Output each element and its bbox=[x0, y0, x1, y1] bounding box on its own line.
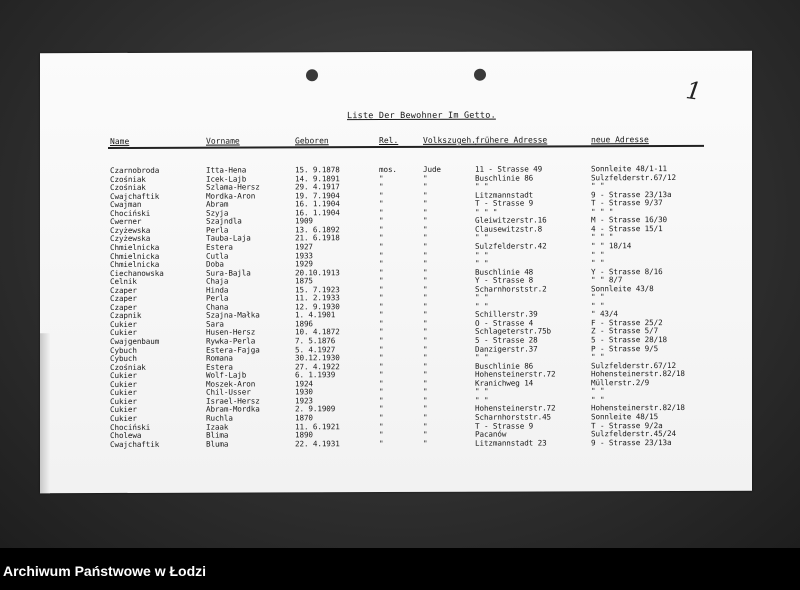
cell-new-address: " " bbox=[591, 352, 605, 362]
cell-born: 16. 1.1904 bbox=[295, 199, 340, 209]
cell-nationality: " bbox=[423, 284, 428, 294]
cell-new-address: F - Strasse 25/2 bbox=[591, 317, 663, 328]
cell-name: Chociński bbox=[110, 422, 151, 432]
cell-first-name: Abram-Mordka bbox=[206, 404, 260, 415]
cell-name: Czapnik bbox=[110, 311, 142, 321]
cell-religion: " bbox=[379, 336, 384, 346]
cell-old-address: Buschlinie 48 bbox=[475, 267, 534, 277]
cell-first-name: Estera bbox=[206, 242, 233, 252]
cell-nationality: " bbox=[423, 387, 428, 397]
cell-first-name: Perla bbox=[206, 225, 229, 235]
cell-religion: " bbox=[379, 224, 384, 234]
cell-old-address: 5 - Strasse 28 bbox=[475, 335, 538, 345]
cell-name: Cukier bbox=[110, 319, 137, 329]
cell-old-address: " " bbox=[475, 258, 489, 268]
cell-born: 30.12.1930 bbox=[295, 353, 340, 363]
cell-first-name: Szajna-Małka bbox=[206, 310, 260, 321]
cell-name: Cukier bbox=[110, 371, 137, 381]
cell-name: Chmielnicka bbox=[110, 259, 160, 270]
cell-name: Chmielnicka bbox=[110, 251, 160, 261]
cell-nationality: " bbox=[423, 344, 428, 354]
cell-new-address: Sulzfelderstr.45/24 bbox=[591, 429, 676, 439]
cell-first-name: Sara bbox=[206, 319, 224, 329]
cell-old-address: 11 - Strasse 49 bbox=[475, 164, 543, 174]
cell-religion: " bbox=[379, 241, 384, 251]
cell-new-address: T - Strasse 9/37 bbox=[591, 198, 663, 208]
cell-born: 1875 bbox=[295, 276, 313, 286]
cell-born: 5. 4.1927 bbox=[295, 344, 336, 354]
archive-name: Archiwum Państwowe w Łodzi bbox=[3, 563, 207, 579]
cell-first-name: Szlama-Hersz bbox=[206, 182, 260, 192]
cell-new-address: " " bbox=[591, 386, 605, 396]
cell-born: 1930 bbox=[295, 387, 313, 397]
cell-nationality: " bbox=[423, 352, 428, 362]
cell-nationality: " bbox=[423, 310, 428, 320]
cell-first-name: Icek-Lajb bbox=[206, 174, 247, 184]
cell-first-name: Israel-Hersz bbox=[206, 396, 260, 406]
cell-nationality: " bbox=[423, 233, 428, 243]
cell-old-address: " " bbox=[475, 352, 489, 362]
cell-new-address: Sonnleite 48/1-11 bbox=[591, 164, 668, 174]
cell-first-name: Perla bbox=[206, 293, 229, 303]
cell-born: 1923 bbox=[295, 396, 313, 406]
cell-religion: " bbox=[379, 173, 384, 183]
cell-born: 15. 9.1878 bbox=[295, 165, 340, 175]
cell-old-address: Kranichweg 14 bbox=[475, 378, 534, 388]
cell-first-name: Romana bbox=[206, 353, 233, 363]
cell-name: Cukier bbox=[110, 413, 137, 423]
cell-born: 13. 6.1892 bbox=[295, 225, 340, 235]
cell-new-address: " " bbox=[591, 249, 605, 259]
cell-new-address: Y - Strasse 8/16 bbox=[591, 266, 663, 276]
cell-new-address: " " bbox=[591, 292, 605, 302]
cell-old-address: Clausewitzstr.8 bbox=[475, 224, 543, 234]
cell-name: Cukier bbox=[110, 328, 137, 338]
cell-name: Cwajman bbox=[110, 200, 142, 210]
cell-old-address: " " bbox=[475, 386, 489, 397]
cell-first-name: Cutla bbox=[206, 251, 229, 261]
cell-new-address: " " 18/14 bbox=[591, 241, 632, 251]
cell-name: Ciechanowska bbox=[110, 268, 164, 278]
cell-new-address: " " bbox=[591, 181, 605, 191]
cell-nationality: " bbox=[423, 224, 428, 234]
cell-old-address: Hohensteinerstr.72 bbox=[475, 369, 556, 379]
cell-first-name: Bluma bbox=[206, 439, 229, 449]
cell-name: Cukier bbox=[110, 405, 137, 415]
cell-first-name: Itta-Hena bbox=[206, 165, 247, 175]
cell-religion: " bbox=[379, 301, 384, 311]
cell-name: Cwajchaftik bbox=[110, 191, 160, 201]
cell-first-name: Moszek-Aron bbox=[206, 379, 256, 389]
cell-born: 7. 5.1876 bbox=[295, 336, 336, 346]
cell-old-address: Danzigerstr.37 bbox=[475, 344, 538, 354]
cell-born: 6. 1.1939 bbox=[295, 370, 336, 380]
cell-born: 16. 1.1904 bbox=[295, 207, 340, 218]
cell-first-name: Mordka-Aron bbox=[206, 191, 256, 201]
cell-name: Czośniak bbox=[110, 174, 146, 184]
page-number: 1 bbox=[684, 76, 704, 106]
cell-nationality: " bbox=[423, 429, 428, 439]
cell-born: 20.10.1913 bbox=[295, 267, 340, 277]
cell-new-address: " " bbox=[591, 395, 605, 405]
cell-new-address: Hohensteinerstr.82/18 bbox=[591, 369, 685, 379]
cell-nationality: " bbox=[423, 173, 428, 183]
cell-new-address: T - Strasse 9/2a bbox=[591, 420, 663, 430]
cell-religion: " bbox=[379, 293, 384, 303]
cell-first-name: Szajndla bbox=[206, 216, 242, 226]
cell-first-name: Estera bbox=[206, 362, 233, 372]
cell-new-address: M - Strasse 16/30 bbox=[591, 215, 668, 225]
cell-religion: " bbox=[379, 412, 384, 422]
cell-old-address: Schlageterstr.75b bbox=[475, 326, 552, 337]
cell-first-name: Chaja bbox=[206, 276, 229, 286]
cell-nationality: " bbox=[423, 267, 428, 277]
cell-old-address: Scharnhorststr.45 bbox=[475, 412, 552, 422]
cell-nationality: " bbox=[423, 181, 428, 191]
cell-nationality: " bbox=[423, 438, 428, 448]
cell-born: 1927 bbox=[295, 242, 313, 252]
cell-nationality: " bbox=[423, 361, 428, 371]
cell-old-address: Buschlinie 86 bbox=[475, 173, 534, 183]
cell-name: Czośniak bbox=[110, 182, 146, 193]
cell-born: 1870 bbox=[295, 413, 313, 423]
cell-nationality: " bbox=[423, 318, 428, 328]
cell-name: Czaper bbox=[110, 302, 137, 312]
cell-religion: " bbox=[379, 207, 384, 217]
cell-born: 21. 6.1918 bbox=[295, 233, 340, 243]
cell-nationality: " bbox=[423, 241, 428, 251]
cell-religion: " bbox=[379, 199, 384, 209]
cell-nationality: " bbox=[423, 421, 428, 431]
cell-born: 1933 bbox=[295, 250, 313, 260]
document-page bbox=[40, 51, 752, 493]
cell-religion: " bbox=[379, 276, 384, 286]
cell-nationality: " bbox=[423, 250, 428, 260]
cell-new-address: Z - Strasse 5/7 bbox=[591, 326, 659, 336]
header-nationality: Volkszugeh. bbox=[423, 135, 476, 145]
cell-born: 11. 2.1933 bbox=[295, 293, 340, 303]
cell-first-name: Hinda bbox=[206, 285, 229, 295]
cell-nationality: Jude bbox=[423, 164, 441, 174]
cell-first-name: Izaak bbox=[206, 422, 229, 432]
cell-religion: " bbox=[379, 353, 384, 363]
cell-born: 1890 bbox=[295, 430, 313, 440]
cell-first-name: Chil-Usser bbox=[206, 387, 251, 397]
cell-name: Cwerner bbox=[110, 217, 142, 227]
cell-old-address: Litzmannstadt bbox=[475, 190, 534, 200]
cell-old-address: " " bbox=[475, 250, 489, 260]
table-row bbox=[40, 438, 752, 448]
cell-nationality: " bbox=[423, 412, 428, 422]
cell-nationality: " bbox=[423, 207, 428, 217]
punch-hole bbox=[306, 69, 318, 81]
cell-old-address: Hohensteinerstr.72 bbox=[475, 403, 556, 414]
cell-name: Czaper bbox=[110, 285, 137, 295]
cell-old-address: Gleiwitzerstr.16 bbox=[475, 215, 547, 226]
cell-old-address: " " bbox=[475, 181, 489, 191]
cell-first-name: Ruchla bbox=[206, 413, 233, 423]
cell-name: Czaper bbox=[110, 294, 137, 304]
header-born: Geboren bbox=[295, 136, 329, 146]
cell-born: 29. 4.1917 bbox=[295, 182, 340, 192]
cell-religion: " bbox=[379, 344, 384, 354]
cell-religion: " bbox=[379, 216, 384, 226]
cell-born: 27. 4.1922 bbox=[295, 361, 340, 371]
cell-born: 1929 bbox=[295, 259, 313, 269]
cell-nationality: " bbox=[423, 335, 428, 345]
cell-new-address: " " " bbox=[591, 232, 614, 242]
cell-religion: " bbox=[379, 250, 384, 260]
cell-religion: " bbox=[379, 438, 384, 448]
cell-name: Chociński bbox=[110, 208, 151, 218]
cell-new-address: " " bbox=[591, 258, 605, 268]
cell-name: Czośniak bbox=[110, 362, 146, 372]
cell-nationality: " bbox=[423, 293, 428, 303]
cell-religion: mos. bbox=[379, 164, 397, 175]
cell-born: 1896 bbox=[295, 319, 313, 329]
cell-born: 11. 6.1921 bbox=[295, 421, 340, 431]
header-new-address: neue Adresse bbox=[591, 135, 649, 145]
header-rule bbox=[108, 145, 704, 149]
cell-new-address: " " " bbox=[591, 206, 614, 217]
header-name: Name bbox=[110, 136, 130, 146]
cell-old-address: O - Strasse 4 bbox=[475, 318, 534, 328]
cell-nationality: " bbox=[423, 395, 428, 405]
cell-new-address: Sonnleite 43/8 bbox=[591, 283, 654, 294]
cell-born: 2. 9.1909 bbox=[295, 404, 336, 414]
header-old-address: frühere Adresse bbox=[475, 135, 548, 145]
cell-first-name: Tauba-Laja bbox=[206, 233, 251, 244]
cell-old-address: " " bbox=[475, 233, 489, 243]
cell-born: 1909 bbox=[295, 216, 313, 226]
cell-religion: " bbox=[379, 370, 384, 380]
cell-old-address: " " bbox=[475, 395, 489, 405]
cell-religion: " bbox=[379, 430, 384, 440]
cell-old-address: Sulzfelderstr.42 bbox=[475, 241, 547, 251]
cell-new-address: Müllerstr.2/9 bbox=[591, 377, 650, 388]
cell-nationality: " bbox=[423, 301, 428, 311]
cell-nationality: " bbox=[423, 378, 428, 388]
cell-first-name: Szyja bbox=[206, 208, 229, 218]
cell-first-name: Blima bbox=[206, 430, 229, 440]
cell-religion: " bbox=[379, 361, 384, 371]
cell-name: Chmielnicka bbox=[110, 242, 160, 252]
cell-first-name: Doba bbox=[206, 259, 224, 269]
cell-religion: " bbox=[379, 404, 384, 414]
cell-nationality: " bbox=[423, 404, 428, 414]
cell-old-address: Buschlinie 86 bbox=[475, 361, 534, 371]
cell-new-address: " 43/4 bbox=[591, 309, 618, 319]
punch-hole bbox=[474, 69, 486, 81]
cell-old-address: T - Strasse 9 bbox=[475, 198, 534, 208]
header-first-name: Vorname bbox=[206, 136, 240, 146]
footer-bar bbox=[0, 548, 800, 590]
cell-name: Czyżewska bbox=[110, 225, 151, 235]
cell-born: 22. 4.1931 bbox=[295, 438, 340, 448]
cell-religion: " bbox=[379, 233, 384, 243]
header-religion: Rel. bbox=[379, 135, 399, 146]
cell-religion: " bbox=[379, 310, 384, 320]
cell-name: Cukier bbox=[110, 379, 137, 389]
cell-religion: " bbox=[379, 190, 384, 200]
cell-religion: " bbox=[379, 395, 384, 405]
cell-new-address: Sonnleite 48/15 bbox=[591, 412, 659, 422]
cell-nationality: " bbox=[423, 370, 428, 380]
cell-new-address: 9 - Strasse 23/13a bbox=[591, 189, 672, 199]
cell-nationality: " bbox=[423, 276, 428, 286]
cell-name: Cukier bbox=[110, 388, 137, 398]
cell-new-address: 5 - Strasse 28/18 bbox=[591, 335, 668, 345]
cell-old-address: Y - Strasse 8 bbox=[475, 275, 534, 285]
cell-born: 12. 9.1930 bbox=[295, 301, 340, 312]
cell-first-name: Estera-Fajga bbox=[206, 345, 260, 355]
cell-new-address: P - Strasse 9/5 bbox=[591, 343, 659, 353]
cell-religion: " bbox=[379, 378, 384, 388]
cell-nationality: " bbox=[423, 327, 428, 337]
cell-new-address: " " bbox=[591, 301, 605, 311]
cell-religion: " bbox=[379, 327, 384, 337]
cell-born: 1924 bbox=[295, 379, 313, 389]
cell-name: Czyżewska bbox=[110, 234, 151, 244]
cell-first-name: Abram bbox=[206, 199, 229, 209]
cell-name: Cwajgenbaum bbox=[110, 336, 160, 346]
cell-new-address: 4 - Strasse 15/1 bbox=[591, 223, 663, 234]
cell-old-address: Scharnhorststr.2 bbox=[475, 284, 547, 294]
cell-born: 14. 9.1891 bbox=[295, 173, 340, 183]
cell-nationality: " bbox=[423, 199, 428, 209]
cell-nationality: " bbox=[423, 216, 428, 226]
cell-first-name: Chana bbox=[206, 302, 229, 312]
cell-name: Cwajchaftik bbox=[110, 439, 160, 449]
cell-religion: " bbox=[379, 259, 384, 269]
cell-religion: " bbox=[379, 284, 384, 294]
cell-nationality: " bbox=[423, 190, 428, 200]
cell-name: Cybuch bbox=[110, 345, 137, 355]
cell-new-address: " " 8/7 bbox=[591, 275, 623, 285]
cell-name: Cholewa bbox=[110, 430, 142, 441]
cell-first-name: Wolf-Lajb bbox=[206, 370, 247, 380]
cell-religion: " bbox=[379, 318, 384, 328]
cell-old-address: Pacanów bbox=[475, 429, 507, 439]
cell-first-name: Rywka-Perla bbox=[206, 336, 256, 346]
cell-old-address: " " bbox=[475, 301, 489, 311]
cell-old-address: T - Strasse 9 bbox=[475, 421, 534, 431]
cell-new-address: Sulzfelderstr.67/12 bbox=[591, 172, 676, 182]
cell-born: 19. 7.1904 bbox=[295, 190, 340, 200]
cell-born: 15. 7.1923 bbox=[295, 284, 340, 295]
cell-name: Celnik bbox=[110, 277, 137, 287]
cell-religion: " bbox=[379, 421, 384, 431]
document-title: Liste Der Bewohner Im Getto. bbox=[347, 110, 496, 122]
cell-old-address: " " bbox=[475, 292, 489, 302]
cell-religion: " bbox=[379, 387, 384, 397]
cell-old-address: Schillerstr.39 bbox=[475, 309, 538, 320]
cell-old-address: Litzmannstadt 23 bbox=[475, 438, 547, 448]
cell-religion: " bbox=[379, 267, 384, 277]
cell-name: Cukier bbox=[110, 396, 137, 406]
cell-born: 10. 4.1872 bbox=[295, 327, 340, 337]
cell-nationality: " bbox=[423, 258, 428, 268]
cell-new-address: Sulzfelderstr.67/12 bbox=[591, 360, 676, 370]
cell-name: Czarnobroda bbox=[110, 165, 160, 175]
cell-new-address: Hohensteinerstr.82/18 bbox=[591, 403, 685, 413]
cell-name: Cybuch bbox=[110, 353, 137, 364]
cell-new-address: 9 - Strasse 23/13a bbox=[591, 437, 672, 447]
cell-born: 1. 4.1901 bbox=[295, 310, 336, 320]
cell-first-name: Husen-Hersz bbox=[206, 327, 256, 338]
cell-old-address: " " " bbox=[475, 207, 498, 217]
cell-first-name: Sura-Bajla bbox=[206, 268, 251, 278]
cell-religion: " bbox=[379, 182, 384, 192]
